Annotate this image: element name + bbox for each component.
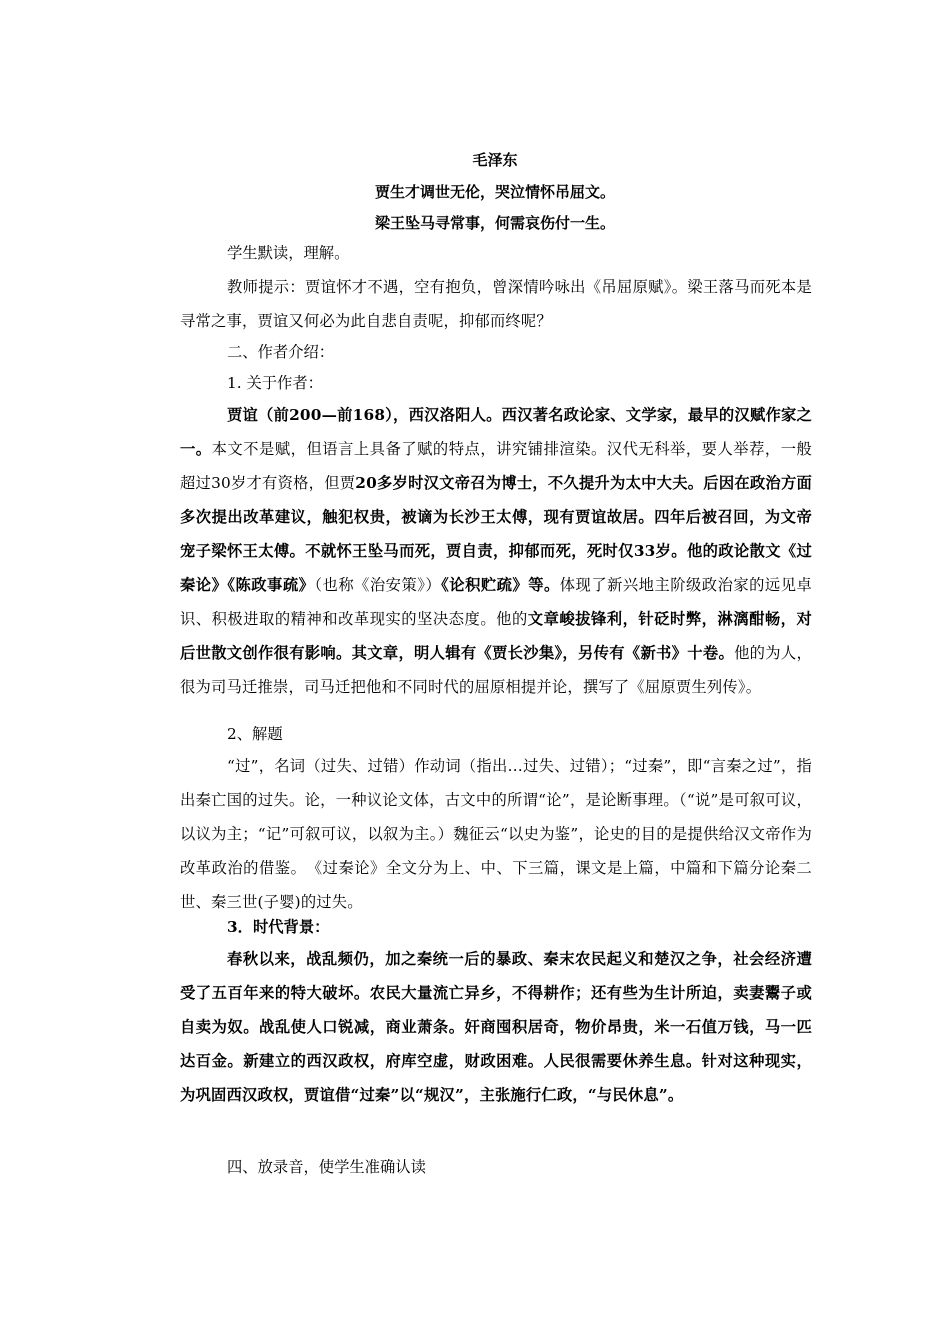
poem-line-1: 贾生才调世无伦，哭泣情怀吊屈文。 <box>374 183 615 201</box>
section-2-sub1-title: 1. 关于作者： <box>227 374 323 392</box>
reading-instruction: 学生默读，理解。 <box>227 244 350 262</box>
poem-author: 毛泽东 <box>472 151 518 169</box>
author-bio-s3: 20多岁时汉文帝召为博士，不久提升为太中大夫。后因在政治方面多次提出改革建议，触犯权贵，被谪为长沙王太傅，现有贾谊故居。四年后被召回，为文帝宠子梁怀王太傅。不就怀王坠马而死，贾自责，抑郁而死，死时仅33岁。他的政论散文《过秦论》《陈政事疏》 <box>180 474 812 594</box>
teacher-hint: 教师提示：贾谊怀才不遇，空有抱负，曾深情吟咏出《吊屈原赋》。梁王落马而死本是寻常之事，贾谊又何必为此自悲自责呢，抑郁而终呢？ <box>180 278 812 330</box>
historical-background: 春秋以来，战乱频仍，加之秦统一后的暴政、秦末农民起义和楚汉之争，社会经济遭受了五百年来的特大破坏。农民大量流亡异乡，不得耕作；还有些为生计所迫，卖妻鬻子或自卖为奴。战乱使人口锐减，商业萧条。奸商囤积居奇，物价昂贵，米一石值万钱，马一匹达百金。新建立的西汉政权，府库空虚，财政困难。人民很需要休养生息。针对这种现实，为巩固西汉政权，贾谊借“过秦”以“规汉”，主张施行仁政，“与民休息”。 <box>180 950 812 1104</box>
author-bio-paragraph <box>180 398 812 704</box>
section-4-title: 四、放录音，使学生准确认读 <box>227 1158 426 1176</box>
poem-line-2: 梁王坠马寻常事，何需哀伤付一生。 <box>374 214 615 232</box>
author-bio-s5: 《论积贮疏》等。 <box>441 576 560 594</box>
title-explanation: “过”，名词（过失、过错）作动词（指出…过失、过错）；“过秦”，即“言秦之过”，指出秦亡国的过失。论，一种议论文体，古文中的所谓“论”，是论断事理。（“说”是可叙可议，以议为主；“记”可叙可议，以叙为主。）魏征云“以史为鉴”，论史的目的是提供给汉文帝作为改革政治的借鉴。 《过秦论》全文分为上、中、下三篇，课文是上篇，中篇和下篇分论秦二世、秦三世(子婴)的过失。 <box>180 757 812 911</box>
author-bio-s6: 体现了新兴地主阶级政治家的远见卓识、积极进取的精神和改革现实的坚决态度。他的 <box>180 576 812 628</box>
author-bio-s8: 他的为人，很为司马迁推崇，司马迁把他和不同时代的屈原相提并论，撰写了《屈原贾生列传》。 <box>180 644 812 696</box>
section-2-sub3-title: 3．时代背景： <box>227 918 330 936</box>
author-bio-s1: 贾谊（前200—前168），西汉洛阳人。西汉著名政论家、文学家，最早的汉赋作家之一。 <box>180 406 812 458</box>
author-bio-s2: 本文不是赋，但语言上具备了赋的特点，讲究铺排渲染。汉代无科举，要人举荐，一般超过30岁才有资格，但贾 <box>180 440 812 492</box>
author-bio-s4: （也称《治安策》） <box>314 576 442 594</box>
section-2-title: 二、作者介绍： <box>227 343 335 361</box>
author-bio-s7: 文章峻拔锋利，针砭时弊，淋漓酣畅，对后世散文创作很有影响。其文章，明人辑有《贾长沙集》，另传有《新书》十卷。 <box>180 610 812 662</box>
section-2-sub2-title: 2、解题 <box>227 725 283 743</box>
